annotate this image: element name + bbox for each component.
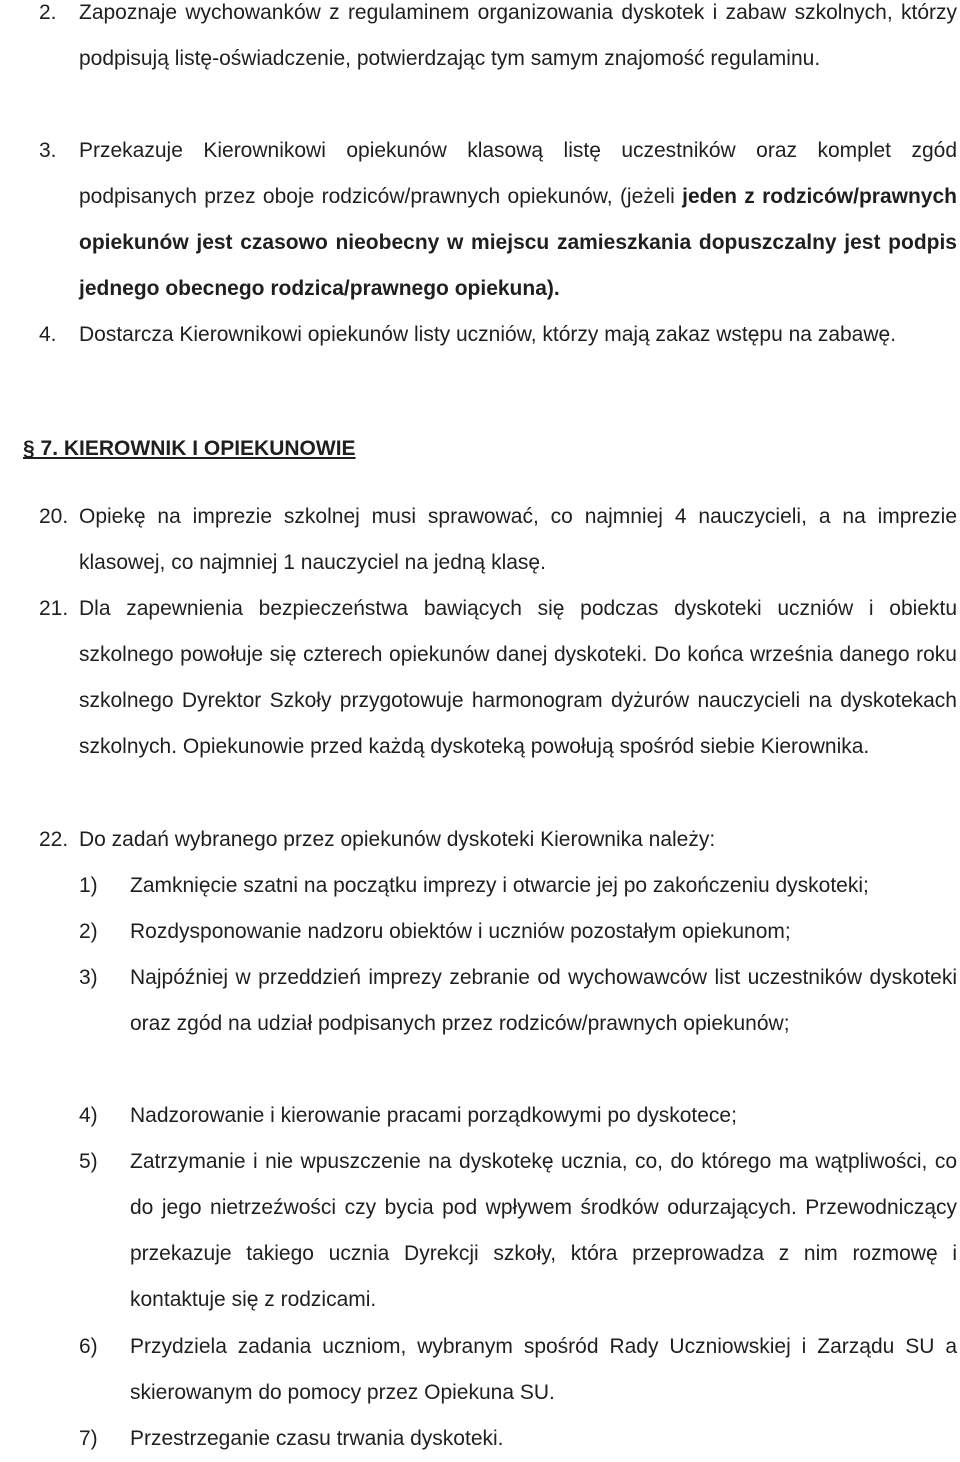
item-text-bold: jeden z rodziców/prawnych opiekunów jest czasowo nieobecny w miejscu zamieszkania dopuszczalny jest podpis jednego obecnego rodzica/prawnego opiekuna).	[79, 185, 957, 300]
sub-list-item	[79, 863, 957, 909]
item-text	[79, 128, 957, 312]
sub-item-text: Zatrzymanie i nie wpuszczenie na dyskotekę ucznia, co, do którego ma wątpliwości, co do jego nietrzeźwości czy bycia pod wpływem środków odurzających. Przewodniczący przekazuje takiego ucznia Dyrekcji szkoły, która przeprowadza z nim rozmowę i kontaktuje się z rodzicami.	[130, 1150, 957, 1311]
item-number: 21.	[39, 597, 69, 620]
item-text: Zapoznaje wychowanków z regulaminem organizowania dyskotek i zabaw szkolnych, którzy podpisują listę-oświadczenie, potwierdzając tym samym znajomość regulaminu.	[79, 1, 957, 70]
list-item	[39, 128, 957, 312]
item-number: 4.	[39, 323, 57, 346]
sub-list-item	[79, 909, 957, 955]
sub-item-number: 4)	[79, 1104, 98, 1127]
list-item	[39, 586, 957, 770]
item-number: 2.	[39, 1, 57, 24]
sub-list-item	[79, 955, 957, 1047]
sub-item-number: 6)	[79, 1335, 98, 1358]
sub-item-text: Rozdysponowanie nadzoru obiektów i uczniów pozostałym opiekunom;	[130, 920, 791, 943]
sub-list-item	[79, 1416, 957, 1462]
item-text: Do zadań wybranego przez opiekunów dyskoteki Kierownika należy:	[79, 828, 716, 851]
list-item	[39, 494, 957, 586]
sub-item-number: 7)	[79, 1427, 98, 1450]
item-number: 3.	[39, 139, 57, 162]
sub-item-text: Najpóźniej w przeddzień imprezy zebranie od wychowawców list uczestników dyskoteki oraz zgód na udział podpisanych przez rodziców/prawnych opiekunów;	[130, 966, 957, 1035]
sub-list-item	[79, 1093, 957, 1139]
list-item	[39, 312, 957, 358]
item-text: Opiekę na imprezie szkolnej musi sprawować, co najmniej 4 nauczycieli, a na imprezie klasowej, co najmniej 1 nauczyciel na jedną klasę.	[79, 505, 957, 574]
item-text: Dostarcza Kierownikowi opiekunów listy uczniów, którzy mają zakaz wstępu na zabawę.	[79, 323, 897, 346]
item-text: Dla zapewnienia bezpieczeństwa bawiących się podczas dyskoteki uczniów i obiektu szkolnego powołuje się czterech opiekunów danej dyskoteki. Do końca września danego roku szkolnego Dyrektor Szkoły przygotowuje harmonogram dyżurów nauczycieli na dyskotekach szkolnych. Opiekunowie przed każdą dyskoteką powołują spośród siebie Kierownika.	[79, 597, 957, 758]
list-item	[39, 0, 957, 82]
item-number: 20.	[39, 505, 69, 528]
sub-item-number: 3)	[79, 966, 98, 989]
section-heading: § 7. KIEROWNIK I OPIEKUNOWIE	[23, 437, 356, 460]
sub-item-text: Nadzorowanie i kierowanie pracami porządkowymi po dyskotece;	[130, 1104, 737, 1127]
list-item	[39, 817, 957, 863]
sub-item-text: Przestrzeganie czasu trwania dyskoteki.	[130, 1427, 504, 1450]
sub-item-number: 1)	[79, 874, 98, 897]
sub-item-text: Zamknięcie szatni na początku imprezy i otwarcie jej po zakończeniu dyskoteki;	[130, 874, 869, 897]
sub-list-item	[79, 1139, 957, 1323]
item-text-normal: Przekazuje Kierownikowi opiekunów klasową listę uczestników oraz komplet zgód podpisanych przez oboje rodziców/prawnych opiekunów, (jeżeli	[79, 139, 957, 208]
sub-list-item	[79, 1324, 957, 1416]
sub-item-text: Przydziela zadania uczniom, wybranym spośród Rady Uczniowskiej i Zarządu SU a skierowanym do pomocy przez Opiekuna SU.	[130, 1335, 957, 1404]
item-number: 22.	[39, 828, 69, 851]
sub-item-number: 2)	[79, 920, 98, 943]
sub-item-number: 5)	[79, 1150, 98, 1173]
